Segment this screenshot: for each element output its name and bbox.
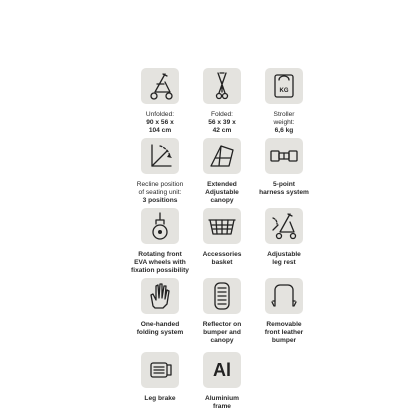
feature-label: Aluminium: [204, 395, 240, 402]
feature-label: Adjustable: [267, 251, 301, 258]
weight-badge: KG: [279, 88, 289, 94]
feature-label: Accessories: [202, 251, 242, 258]
feature-label: Rotating front: [138, 251, 182, 258]
reflector-icon: [203, 278, 241, 314]
feature-label: front leather: [264, 329, 304, 337]
feature-label: One-handed: [140, 321, 180, 328]
feature-label: harness system: [259, 189, 309, 197]
feature-label: Extended: [207, 181, 237, 188]
feature-value: 56 x 39 x: [208, 119, 236, 127]
basket-icon: [203, 208, 241, 244]
wheel-icon: [141, 208, 179, 244]
feature-label: fixation possibility: [131, 267, 189, 275]
feature-value: 3 positions: [142, 197, 178, 205]
aluminium-badge: Al: [213, 360, 231, 380]
feature-value: 104 cm: [148, 127, 172, 135]
aluminium-icon: [203, 352, 241, 388]
feature-label: canopy: [210, 337, 234, 345]
feature-label: EVA wheels with: [134, 259, 186, 267]
feature-label: Reflector on: [202, 321, 242, 328]
feature-label: Recline position: [136, 181, 184, 188]
feature-label: Unfolded:: [145, 111, 175, 118]
feature-value: 6,6 kg: [274, 127, 294, 135]
feature-label: bumper: [271, 337, 297, 345]
recline-angle-icon: [141, 138, 179, 174]
feature-label: frame: [213, 403, 231, 411]
harness-buckle-icon: [265, 138, 303, 174]
feature-label: Stroller: [273, 111, 295, 118]
feature-label: Removable: [266, 321, 302, 328]
feature-label: bumper and: [203, 329, 241, 337]
feature-label: canopy: [210, 197, 234, 205]
feature-label: leg rest: [272, 259, 296, 267]
feature-label: of seating unit:: [138, 189, 182, 197]
bumper-bar-icon: [265, 278, 303, 314]
feature-label: Folded:: [211, 111, 233, 118]
feature-label: Adjustable: [205, 189, 239, 197]
feature-value: 90 x 56 x: [146, 119, 174, 127]
brake-pedal-icon: [141, 352, 179, 388]
feature-value: 42 cm: [212, 127, 232, 135]
feature-label: folding system: [136, 329, 184, 337]
canopy-icon: [203, 138, 241, 174]
hand-icon: [141, 278, 179, 314]
stroller-folded-icon: [203, 68, 241, 104]
leg-rest-icon: [265, 208, 303, 244]
feature-label: Leg brake: [144, 395, 176, 402]
feature-label: 5-point: [273, 181, 295, 188]
stroller-unfolded-icon: [141, 68, 179, 104]
feature-label: basket: [211, 259, 233, 267]
weight-scale-icon: [265, 68, 303, 104]
feature-label: weight:: [273, 119, 295, 127]
